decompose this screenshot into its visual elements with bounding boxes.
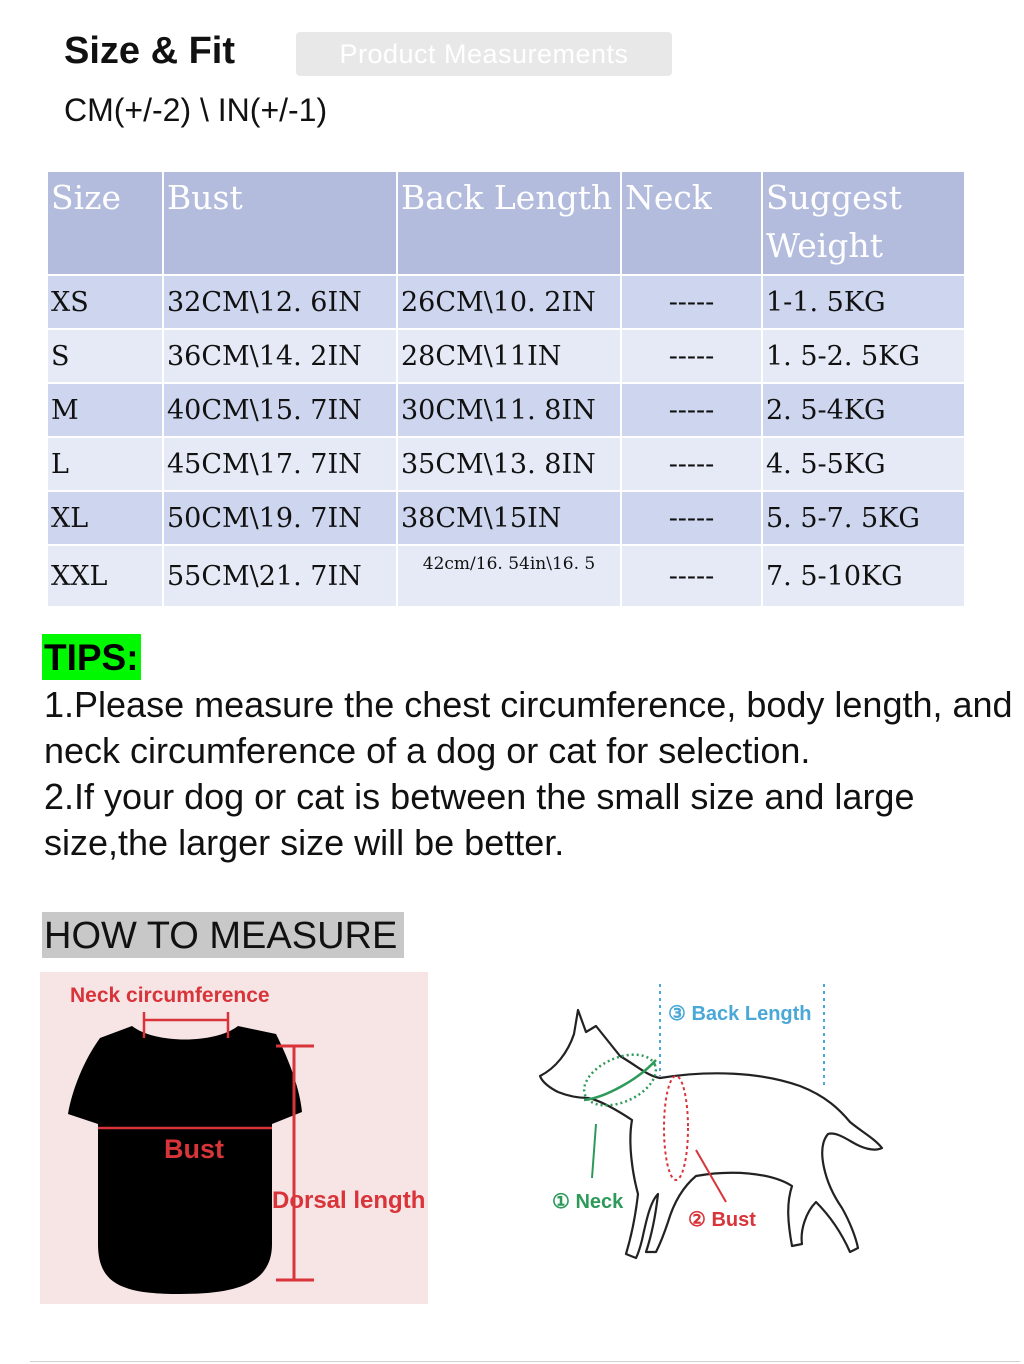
cell-back-length: 28CM\11IN: [397, 329, 621, 383]
cell-neck: -----: [621, 383, 762, 437]
cell-weight: 7. 5-10KG: [762, 545, 965, 607]
bust-label: Bust: [164, 1134, 224, 1164]
shirt-diagram: [40, 972, 428, 1304]
header-suggest-weight: Suggest Weight: [762, 171, 965, 275]
bust-label: ② Bust: [688, 1209, 756, 1231]
table-row: [47, 383, 965, 437]
dog-diagram: [470, 972, 990, 1302]
cell-size: L: [47, 437, 163, 491]
cell-bust: 40CM\15. 7IN: [163, 383, 397, 437]
neck-label: ① Neck: [552, 1191, 624, 1213]
cell-back-length: 42cm/16. 54in\16. 5: [397, 545, 621, 607]
cell-size: S: [47, 329, 163, 383]
page-title: Size & Fit: [64, 30, 236, 72]
header-bust: Bust: [163, 171, 397, 275]
tip-2: 2.If your dog or cat is between the small size and large size,the larger size will be better.: [44, 776, 915, 863]
cell-size: XXL: [47, 545, 163, 607]
dorsal-length-label: Dorsal length: [272, 1187, 426, 1214]
header-back-length: Back Length: [397, 171, 621, 275]
tip-1: 1.Please measure the chest circumference, body length, and neck circumference of a dog or cat for selection.: [44, 684, 1013, 771]
table-header-row: [47, 171, 965, 275]
cell-bust: 50CM\19. 7IN: [163, 491, 397, 545]
cell-bust: 55CM\21. 7IN: [163, 545, 397, 607]
table-row: [47, 437, 965, 491]
tips-text: [44, 682, 1019, 866]
cell-weight: 1. 5-2. 5KG: [762, 329, 965, 383]
cell-size: XS: [47, 275, 163, 329]
size-table: [46, 170, 966, 608]
bottom-divider: [30, 1361, 1020, 1362]
back-length-label: ③ Back Length: [668, 1003, 812, 1025]
cell-neck: -----: [621, 329, 762, 383]
product-measurements-tag: Product Measurements: [296, 32, 672, 76]
cell-weight: 5. 5-7. 5KG: [762, 491, 965, 545]
table-row: [47, 545, 965, 607]
bust-ring: [664, 1076, 688, 1180]
cell-back-length: 35CM\13. 8IN: [397, 437, 621, 491]
table-row: [47, 491, 965, 545]
cell-bust: 45CM\17. 7IN: [163, 437, 397, 491]
cell-neck: -----: [621, 437, 762, 491]
cell-weight: 2. 5-4KG: [762, 383, 965, 437]
cell-size: M: [47, 383, 163, 437]
cell-neck: -----: [621, 275, 762, 329]
neck-circumference-label: Neck circumference: [70, 984, 270, 1007]
cell-bust: 36CM\14. 2IN: [163, 329, 397, 383]
cell-back-length: 38CM\15IN: [397, 491, 621, 545]
shirt-measure-illustration: [40, 972, 428, 1304]
dog-measure-illustration: [470, 972, 990, 1302]
cell-back-length: 30CM\11. 8IN: [397, 383, 621, 437]
how-to-measure-heading: HOW TO MEASURE: [42, 912, 404, 958]
cell-size: XL: [47, 491, 163, 545]
cell-back-length: 26CM\10. 2IN: [397, 275, 621, 329]
cell-neck: -----: [621, 491, 762, 545]
header-neck: Neck: [621, 171, 762, 275]
table-row: [47, 329, 965, 383]
cell-weight: 1-1. 5KG: [762, 275, 965, 329]
table-row: [47, 275, 965, 329]
cell-bust: 32CM\12. 6IN: [163, 275, 397, 329]
tips-label: TIPS:: [42, 634, 141, 680]
cell-neck: -----: [621, 545, 762, 607]
header-size: Size: [47, 171, 163, 275]
units-note: CM(+/-2) \ IN(+/-1): [64, 92, 328, 128]
cell-weight: 4. 5-5KG: [762, 437, 965, 491]
